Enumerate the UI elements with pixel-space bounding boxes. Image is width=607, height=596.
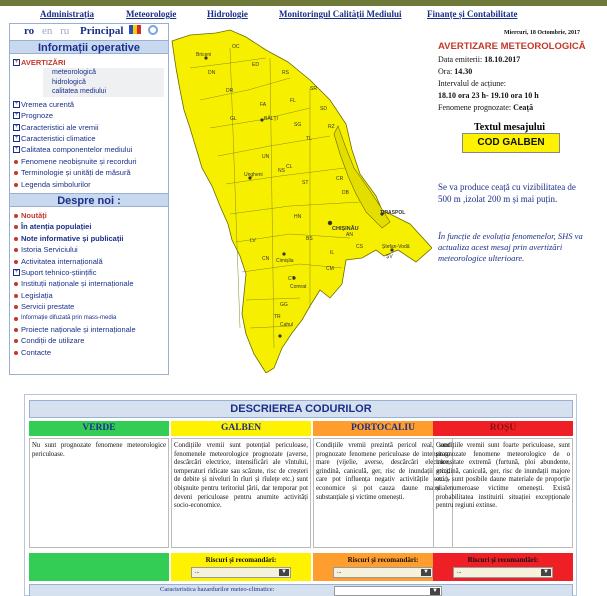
map-label: Cahul: [280, 322, 294, 328]
expand-icon: +: [14, 123, 19, 130]
expand-icon: +: [14, 135, 19, 142]
orange-risk-select[interactable]: [333, 567, 433, 578]
sidebar-item-proiecte[interactable]: [10, 324, 168, 335]
expand-icon: +: [14, 268, 19, 275]
sidebar-item-atentia[interactable]: [10, 221, 168, 232]
map-label: DB: [342, 190, 349, 196]
fenomene-label: Fenomene prognozate:: [438, 103, 512, 112]
nav-administratia[interactable]: Administrația: [40, 9, 94, 19]
sidebar-item-note[interactable]: [10, 233, 168, 244]
map-label: LV: [250, 238, 256, 244]
map-label: GL: [230, 116, 237, 122]
sidebar-item-label: AVERTIZĂRI: [21, 58, 66, 67]
moldova-territory[interactable]: [172, 30, 432, 373]
nav-monitoring[interactable]: Monitoringul Calității Mediului: [279, 9, 402, 19]
expand-icon: +: [14, 112, 19, 119]
current-date: Miercuri, 18 Octombrie, 2017: [503, 30, 580, 36]
map-label: Comrat: [290, 284, 307, 290]
lang-en[interactable]: en: [41, 25, 53, 37]
map-label: RZ: [328, 124, 335, 130]
code-orange-header: PORTOCALIU: [313, 421, 453, 436]
map-label: CR: [336, 176, 344, 182]
submenu-hidrologica[interactable]: hidrologică: [52, 78, 86, 86]
expand-icon: +: [14, 59, 19, 65]
sidebar-item-label: Condiții de utilizare: [21, 336, 85, 346]
sidebar-item-label: Caracteristici climatice: [21, 134, 96, 144]
chevron-down-icon: ▼: [430, 588, 440, 595]
lang-ru[interactable]: ru: [60, 25, 70, 37]
select-value: ...: [337, 569, 342, 575]
message-title: Textul mesajului: [474, 122, 546, 133]
sidebar-item-servicii[interactable]: [10, 301, 168, 312]
code-orange-recommendations: [313, 553, 453, 581]
bullet-icon: [14, 282, 18, 286]
bullet-icon: [14, 225, 18, 229]
nav-finante[interactable]: Finanțe și Contabilitate: [427, 9, 518, 19]
bullet-icon: [14, 248, 18, 252]
map-label: GG: [280, 302, 288, 308]
top-navigation: [0, 7, 607, 23]
sidebar-item-label: Terminologie și unități de măsură: [21, 168, 131, 178]
sidebar-item-caracteristici-climatice[interactable]: [10, 133, 168, 144]
submenu-meteorologica[interactable]: meteorologică: [52, 69, 96, 77]
code-red: [433, 421, 573, 575]
map-label: CT: [288, 276, 295, 282]
map-label: NS: [278, 168, 285, 174]
map-label: DN: [208, 70, 216, 76]
map-label: CN: [262, 256, 270, 262]
emit-time: [438, 67, 580, 76]
submenu-calitatea-mediului[interactable]: calitatea mediului: [52, 88, 107, 96]
bullet-icon: [14, 294, 18, 298]
map-label: CS: [356, 244, 363, 250]
select-value: ...: [457, 569, 462, 575]
map-label: Ștefan-Vodă: [382, 244, 410, 250]
bullet-icon: [14, 317, 18, 321]
map-label: CM: [326, 266, 334, 272]
code-green-header: VERDE: [29, 421, 169, 436]
top-banner: [0, 0, 607, 6]
sidebar-item-prognoze[interactable]: [10, 110, 168, 121]
bullet-icon: [14, 171, 18, 175]
sidebar-item-conditii[interactable]: [10, 335, 168, 346]
sidebar-item-label: Legenda simbolurilor: [21, 179, 91, 189]
flag-icons: [129, 24, 159, 38]
sidebar-item-label: Activitatea internațională: [21, 256, 103, 266]
map-label: BS: [306, 236, 313, 242]
bullet-icon: [14, 305, 18, 309]
map-label: AN: [346, 232, 353, 238]
codes-panel: [24, 394, 577, 596]
code-red-text: Condițiile vremii sunt foarte periculoase, sunt prognozate fenomene meteorologice de o intensitate extremă (furtună, ploi abundente, grindină, caniculă, ger, risc de inundații majore etc.), sunt posibile daune materiale de proporție și numeroase victime omenești. Există probabilitatea instituirii situației excepționale pentru regiuni extinse.: [433, 438, 573, 548]
info-operative-list: [10, 54, 168, 190]
map-label: SR: [310, 86, 317, 92]
code-yellow-recommendations: [171, 553, 311, 581]
map-label: TIRASPOL: [380, 210, 406, 216]
despre-noi-list: [10, 207, 168, 358]
sidebar-item-avertizari[interactable]: [10, 57, 168, 68]
info-operative-header: Informații operative: [10, 40, 168, 54]
map-label: Briceni: [196, 52, 212, 58]
code-red-recommendations: [433, 553, 573, 581]
map-label: FL: [290, 98, 296, 104]
nav-meteorologie[interactable]: Meteorologie: [126, 9, 177, 19]
language-bar: [10, 24, 168, 40]
cod-galben-badge[interactable]: COD GALBEN: [462, 133, 560, 153]
principal-link[interactable]: Principal: [80, 25, 124, 37]
fenomene: [438, 103, 580, 112]
moldova-warning-map[interactable]: [170, 28, 432, 373]
sidebar-item-label: Suport tehnico-științific: [21, 267, 97, 277]
warning-info: [438, 30, 586, 112]
interval-label: Intervalul de acțiune:: [438, 79, 506, 88]
code-yellow-text: Condițiile vremii sunt potențial periculoase, fenomenele meteorologice prognozate (averse, descărcări electrice, intensificări ale vîntului, temperaturi ridicate sau scăzute, risc de creșteri de debite și niveluri în rîuri și rîulețe etc.) sunt obișnuite pentru teritoriul țării, dar temporar pot deveni periculoase pentru anumite activități socio-economice.: [171, 438, 311, 548]
select-value: ...: [195, 569, 200, 575]
bullet-icon: [14, 328, 18, 332]
sidebar-item-internationala[interactable]: [10, 256, 168, 267]
sidebar-item-label: Legislația: [21, 290, 53, 300]
sidebar-item-fenomene[interactable]: [10, 156, 168, 167]
chevron-down-icon: ▼: [541, 569, 551, 576]
sidebar-item-legislatia[interactable]: [10, 290, 168, 301]
code-green-text: Nu sunt prognozate fenomene meteorologice periculoase.: [29, 438, 169, 548]
map-label: HN: [294, 214, 302, 220]
fenomene-value: Ceață: [513, 103, 534, 112]
emit-label: Data emiterii:: [438, 55, 483, 64]
sidebar-item-institutii[interactable]: [10, 278, 168, 289]
map-label: RS: [282, 70, 289, 76]
emit-date: [438, 55, 580, 64]
map-label: SD: [320, 106, 327, 112]
hazard-label: Caracteristica hazardurilor meteo-climatice:: [160, 586, 275, 593]
map-label: TL: [306, 136, 312, 142]
bullet-icon: [14, 183, 18, 187]
sidebar-item-suport[interactable]: [10, 267, 168, 278]
code-orange: [313, 421, 453, 575]
sidebar-item-caracteristici-vremii[interactable]: [10, 122, 168, 133]
map-label: DR: [226, 88, 234, 94]
bullet-icon: [14, 237, 18, 241]
emit-value: 18.10.2017: [484, 55, 521, 64]
despre-noi-header: Despre noi :: [10, 193, 168, 207]
warning-text: Se va produce ceață cu vizibilitatea de 500 m ,izolat 200 m și mai puțin.: [438, 182, 576, 204]
map-label: Ungheni: [244, 172, 263, 178]
ora-label: Ora:: [438, 67, 453, 76]
warning-title: AVERTIZARE METEOROLOGICĂ: [438, 41, 586, 52]
map-label: CHIȘINĂU: [332, 226, 359, 232]
red-risk-select[interactable]: [453, 567, 553, 578]
sidebar-item-label: Note informative și publicații: [21, 233, 124, 243]
warning-note: În funcție de evoluția fenomenelor, SHS va actualiza acest mesaj prin avertizări meteorologice ulterioare.: [438, 231, 583, 263]
avertizari-submenu: [43, 68, 164, 97]
map-label: ȘV: [386, 254, 393, 260]
yellow-risk-select[interactable]: [191, 567, 291, 578]
bullet-icon: [14, 351, 18, 355]
sidebar-item-terminologie[interactable]: [10, 167, 168, 178]
sidebar-item-noutati[interactable]: [10, 210, 168, 221]
expand-icon: +: [14, 146, 19, 153]
flag-icon[interactable]: [129, 24, 159, 36]
sidebar-item-label: Instituții naționale și internaționale: [21, 279, 134, 289]
sidebar-item-label: În atenția populației: [21, 222, 92, 232]
map-label: Cimișlia: [276, 258, 294, 264]
sidebar-item-label: Contacte: [21, 347, 52, 357]
bullet-icon: [14, 339, 18, 343]
sidebar-item-label: Istoria Serviciului: [21, 245, 78, 255]
sidebar-item-label: Informație difuzată prin mass-media: [21, 314, 117, 321]
sidebar-item-label: Calitatea componentelor mediului: [21, 145, 133, 155]
bullet-icon: [14, 160, 18, 164]
code-green-recommendations: [29, 553, 169, 581]
map-label: IL: [330, 250, 335, 256]
sidebar-item-label: Fenomene neobișnuite și recorduri: [21, 156, 137, 166]
sidebar-item-label: Servicii prestate: [21, 302, 75, 312]
chevron-down-icon: ▼: [279, 569, 289, 576]
sidebar-item-label: Proiecte naționale și internaționale: [21, 324, 136, 334]
map-label: FA: [260, 102, 267, 108]
sidebar: [9, 23, 169, 375]
code-red-header: ROȘU: [433, 421, 573, 436]
map-label: ST: [302, 180, 309, 186]
map-label: UN: [262, 154, 270, 160]
sidebar-item-mass-media[interactable]: [10, 313, 168, 324]
lang-ro[interactable]: ro: [24, 25, 35, 37]
sidebar-item-calitatea[interactable]: [10, 144, 168, 155]
sidebar-item-istoria[interactable]: [10, 244, 168, 255]
map-label: TR: [274, 314, 281, 320]
bullet-icon: [14, 260, 18, 264]
sidebar-item-contacte[interactable]: [10, 347, 168, 358]
ora-value: 14.30: [454, 67, 473, 76]
sidebar-item-label: Prognoze: [21, 111, 54, 121]
chevron-down-icon: ▼: [421, 569, 431, 576]
sidebar-item-label: Noutăți: [21, 211, 47, 221]
code-yellow: [171, 421, 311, 575]
expand-icon: +: [14, 100, 19, 107]
map-label: BĂLȚI: [264, 116, 278, 122]
bullet-icon: [14, 214, 18, 218]
nav-hidrologie[interactable]: Hidrologie: [207, 9, 248, 19]
hazard-select[interactable]: [334, 586, 442, 596]
interval-value: 18.10 ora 23 h- 19.10 ora 10 h: [438, 91, 539, 100]
code-orange-text: Condițiile vremii prezintă pericol real, sunt prognozate fenomene periculoase de intensitate mare (vijelie, averse, descărcări electrice, grindină, caniculă, ger, risc de inundații etc.), care pot influența negativ activitățile socio-economice și pot cauza daune materiale substanțiale și victime omenești.: [313, 438, 453, 548]
code-yellow-header: GALBEN: [171, 421, 311, 436]
sidebar-item-vremea[interactable]: [10, 99, 168, 110]
sidebar-item-label: Vremea curentă: [21, 99, 75, 109]
rec-label: Riscuri și recomandări:: [347, 556, 419, 564]
map-label: OC: [232, 44, 240, 50]
map-label: SG: [294, 122, 302, 128]
sidebar-item-label: Caracteristici ale vremii: [21, 122, 99, 132]
code-green: [29, 421, 169, 548]
hazard-characteristics-row: [29, 584, 573, 596]
map-label: CL: [286, 164, 293, 170]
rec-label: Riscuri și recomandări:: [467, 556, 539, 564]
sidebar-item-legenda[interactable]: [10, 179, 168, 190]
rec-label: Riscuri și recomandări:: [205, 556, 277, 564]
map-label: ED: [252, 62, 259, 68]
codes-title: DESCRIEREA CODURILOR: [29, 400, 573, 418]
